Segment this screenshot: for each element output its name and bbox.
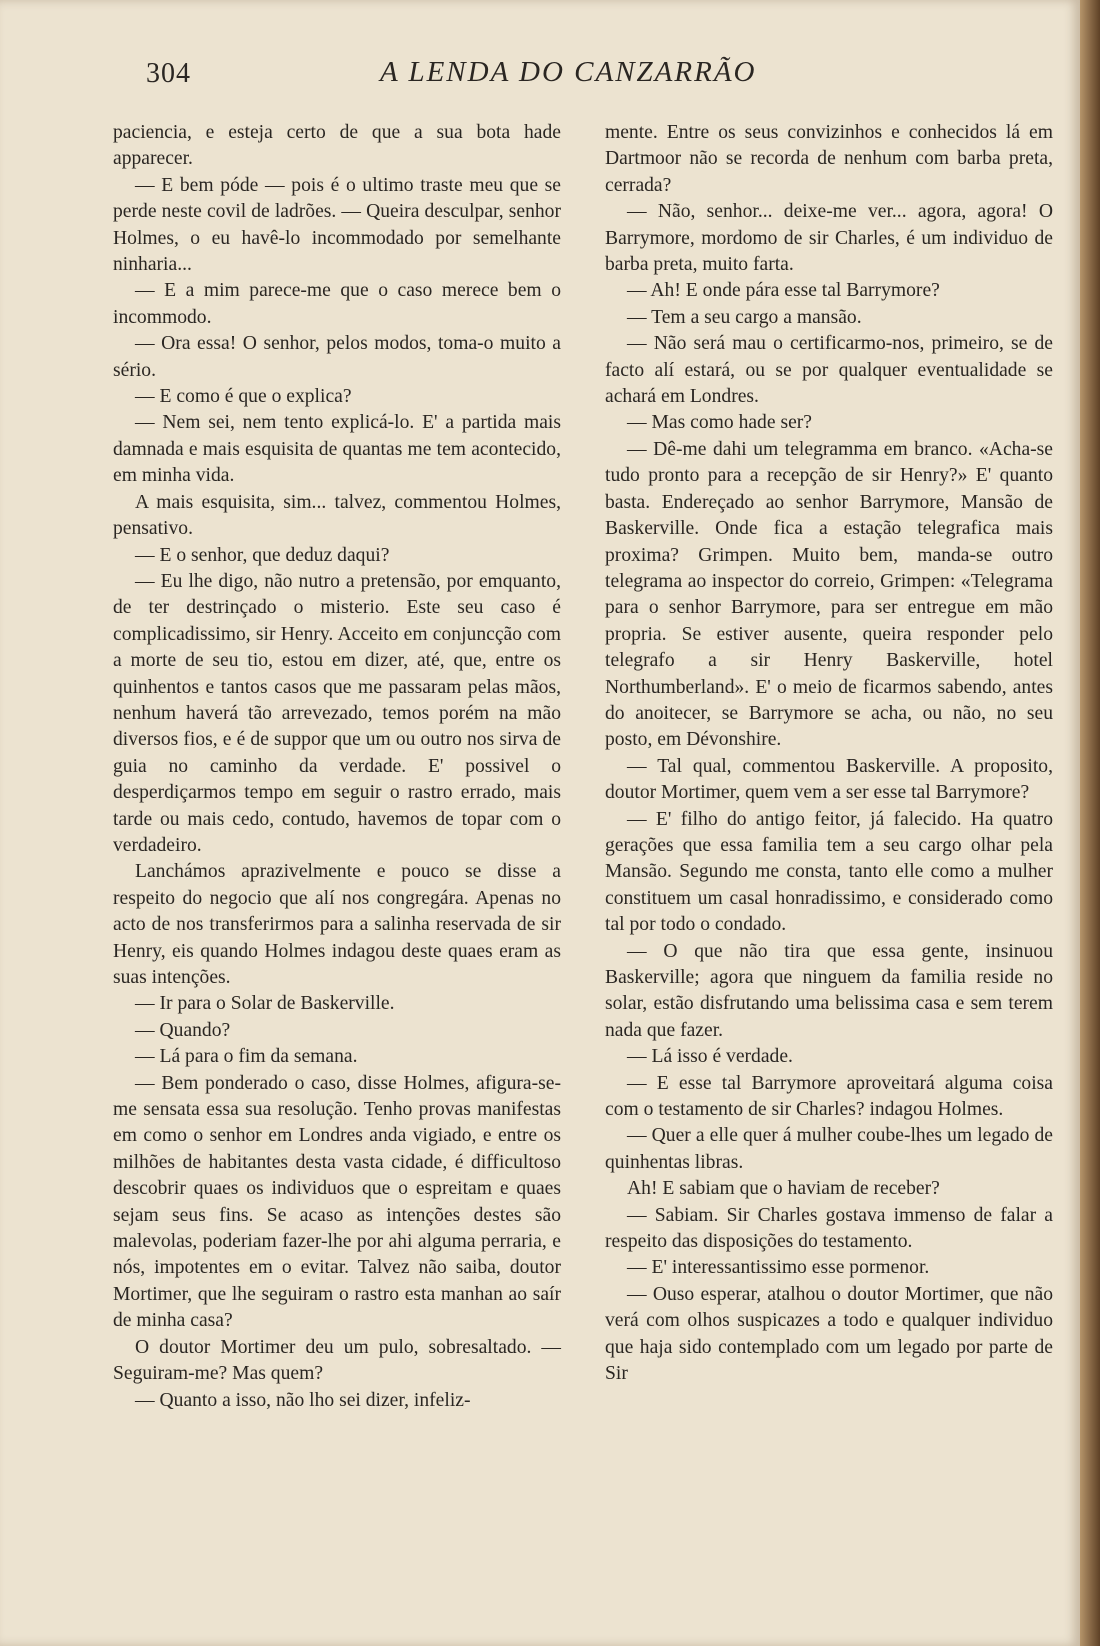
paragraph: — Mas como hade ser?: [627, 412, 812, 434]
paragraph: — Lá para o fim da semana.: [135, 1046, 358, 1068]
paragraph: — Tal qual, commentou Baskerville. A proposito, doutor Mortimer, quem vem a ser esse tal Barrymore?: [605, 755, 1053, 804]
left-text-column: [113, 120, 561, 1414]
paragraph: A mais esquisita, sim... talvez, commentou Holmes, pensativo.: [113, 491, 561, 540]
paragraph: — E a mim parece-me que o caso merece bem o incommodo.: [113, 280, 561, 328]
paragraph: — E' interessantissimo esse pormenor.: [627, 1257, 930, 1279]
paragraph: — Ora essa! O senhor, pelos modos, toma-o muito a sério.: [113, 333, 561, 381]
paragraph: Lanchámos aprazivelmente e pouco se disse a respeito do negocio que alí nos congregára. Apenas no acto de nos transferirmos para a salinha reservada de sir Henry, eis quando Holmes indagou deste quaes eram as suas intenções.: [113, 861, 561, 988]
paragraph: — O que não tira que essa gente, insinuou Baskerville; agora que ninguem da familia reside no solar, estão disfrutando uma belissima casa e sem terem nada que fazer.: [605, 940, 1053, 1041]
paragraph: O doutor Mortimer deu um pulo, sobresaltado. — Seguiram-me? Mas quem?: [113, 1336, 561, 1385]
paragraph: — Dê-me dahi um telegramma em branco. «Acha-se tudo pronto para a recepção de sir Henry?» E' quanto basta. Endereçado ao senhor Barrymore, Mansão de Baskerville. Onde fica a estação telegrafica mais proxima? Grimpen. Muito bem, manda-se outro telegrama ao inspector do correio, Grimpen: «Telegrama para o senhor Barrymore, para ser entregue em mão propria. Se estiver ausente, queira responder pelo telegrafo a sir Henry Baskerville, hotel Northumberland». E' o meio de ficarmos sabendo, antes do anoitecer, se Barrymore se acha, ou não, no seu posto, em Dévonshire.: [605, 438, 1053, 751]
page-header: [0, 52, 1080, 100]
paragraph: — Quer a elle quer á mulher coube-lhes um legado de quinhentas libras.: [605, 1125, 1053, 1173]
paragraph: — Lá isso é verdade.: [627, 1046, 793, 1068]
paragraph: — Ouso esperar, atalhou o doutor Mortimer, que não verá com olhos suspicazes a todo e qualquer individuo que haja sido contemplado com um legado por parte de Sir: [605, 1283, 1053, 1385]
paragraph: — E esse tal Barrymore aproveitará alguma coisa com o testamento de sir Charles? indagou Holmes.: [605, 1072, 1053, 1121]
page-edge: [1080, 0, 1100, 1646]
paragraph: — E' filho do antigo feitor, já falecido. Ha quatro gerações que essa familia tem a seu cargo olhar pela Mansão. Segundo me consta, tanto elle como a mulher constituem um casal honradissimo, e considerado como tal por todo o condado.: [605, 808, 1053, 936]
right-text-column: [605, 120, 1053, 1388]
paragraph: — Eu lhe digo, não nutro a pretensão, por emquanto, de ter destrinçado o misterio. Este seu caso é complicadissimo, sir Henry. Acceito em conjuncção com a morte de seu tio, estou em dizer, até, que, entre os quinhentos e tantos casos que me passaram pelas mãos, nenhum haverá tão arrevezado, temos porém na mão diversos fios, e é de suppor que um ou outro nos sirva de guia no caminho da verdade. E' possivel o desperdiçarmos tempo em seguir o rastro errado, mais tarde ou mais cedo, contudo, havemos de topar com o verdadeiro.: [113, 570, 561, 856]
paragraph: — Tem a seu cargo a mansão.: [627, 306, 862, 328]
paragraph: — Não será mau o certificarmo-nos, primeiro, se de facto alí estará, ou se por qualquer eventualidade se achará em Londres.: [605, 333, 1053, 408]
paragraph: — Bem ponderado o caso, disse Holmes, afigura-se-me sensata essa sua resolução. Tenho provas manifestas em como o senhor em Londres anda vigiado, e entre os milhões de habitantes desta vasta cidade, é difficultoso descobrir quaes os individuos que o espreitam e quaes sejam seus fins. Se acaso as intenções destes são malevolas, poderiam fazer-lhe por ahi alguma perraria, e nós, impotentes em o evitar. Talvez não saiba, doutor Mortimer, que lhe seguiram o rastro esta manhan ao saír de minha casa?: [113, 1072, 561, 1332]
paragraph: — Quando?: [135, 1019, 231, 1041]
paragraph: — Quanto a isso, não lho sei dizer, infeliz-: [135, 1389, 471, 1411]
paragraph: — Sabiam. Sir Charles gostava immenso de falar a respeito das disposições do testamento.: [605, 1204, 1053, 1253]
paragraph: — E como é que o explica?: [135, 386, 352, 408]
paragraph: — Não, senhor... deixe-me ver... agora, agora! O Barrymore, mordomo de sir Charles, é um individuo de barba preta, muito farta.: [605, 201, 1053, 276]
paragraph: Ah! E sabiam que o haviam de receber?: [627, 1178, 940, 1200]
paragraph: — Ir para o Solar de Baskerville.: [135, 993, 395, 1015]
paragraph: — Ah! E onde pára esse tal Barrymore?: [627, 280, 940, 302]
paragraph: — E o senhor, que deduz daqui?: [135, 544, 390, 566]
paragraph: — E bem póde — pois é o ultimo traste meu que se perde neste covil de ladrões. — Queira desculpar, senhor Holmes, o eu havê-lo incommodado por semelhante ninharia...: [113, 174, 561, 276]
page-number: 304: [146, 58, 191, 89]
paragraph: mente. Entre os seus convizinhos e conhecidos lá em Dartmoor não se recorda de nenhum com barba preta, cerrada?: [605, 122, 1053, 196]
paragraph: — Nem sei, nem tento explicá-lo. E' a partida mais damnada e mais esquisita de quantas me tem acontecido, em minha vida.: [113, 412, 561, 487]
running-title: A LENDA DO CANZARRÃO: [380, 56, 757, 88]
paragraph: paciencia, e esteja certo de que a sua bota hade apparecer.: [113, 122, 561, 170]
